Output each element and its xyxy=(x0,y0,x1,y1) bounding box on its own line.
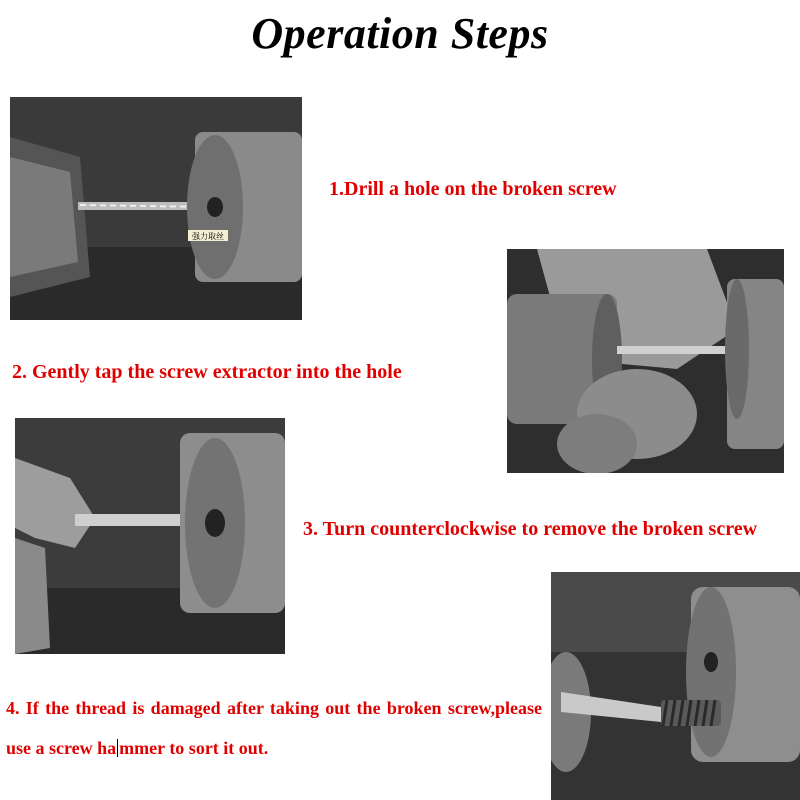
step-3-text: 3. Turn counterclockwise to remove the broken screw xyxy=(303,518,758,540)
drill-hole-photo xyxy=(10,97,302,320)
step-4-text-part-2: mmer to sort it out. xyxy=(119,738,269,758)
step-4-text xyxy=(6,688,542,768)
tap-extractor-photo xyxy=(507,249,784,473)
step-2-text: 2. Gently tap the screw extractor into the hole xyxy=(12,361,402,383)
step-1-text: 1.Drill a hole on the broken screw xyxy=(329,178,617,200)
photo-label: 强力取丝 xyxy=(192,232,224,241)
turn-wrench-photo xyxy=(15,418,285,654)
extracted-screw-photo xyxy=(551,572,800,800)
page-title: Operation Steps xyxy=(251,9,549,58)
step-4-text-part-1: 4. If the thread is damaged after taking out the broken screw,please use a screw ha xyxy=(6,698,542,758)
